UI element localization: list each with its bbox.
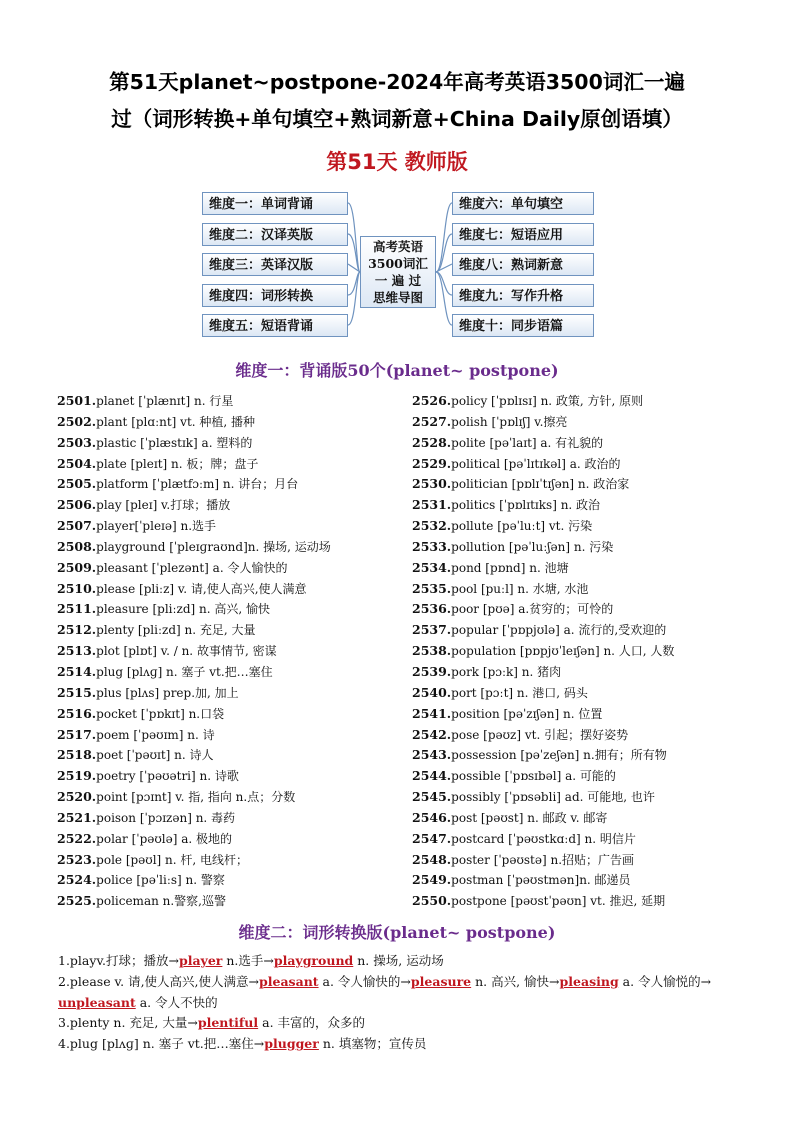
vocab-entry bbox=[412, 870, 752, 891]
entry-text: poison [ˈpɔɪzən] n. 毒药 bbox=[96, 810, 236, 825]
entry-text: pole [pəʊl] n. 杆, 电线杆； bbox=[96, 852, 249, 867]
entry-text: poster [ˈpəʊstə] n.招贴；广告画 bbox=[451, 852, 635, 867]
mind-map-node: 维度四：词形转换 bbox=[202, 284, 348, 307]
vocab-entry bbox=[412, 683, 752, 704]
entry-number: 2519. bbox=[57, 768, 97, 784]
entry-number: 2511. bbox=[57, 601, 97, 617]
center-line: 3500词汇 bbox=[368, 256, 428, 271]
entry-number: 2543. bbox=[412, 747, 452, 763]
title-line-2: 过（词形转换+单句填空+熟词新意+China Daily原创语填） bbox=[111, 107, 683, 131]
mind-map-center bbox=[360, 236, 436, 308]
entry-number: 2520. bbox=[57, 789, 97, 805]
vocab-entry bbox=[412, 495, 752, 516]
entry-number: 2546. bbox=[412, 809, 452, 825]
entry-number: 2512. bbox=[57, 622, 97, 638]
vocab-entry bbox=[57, 787, 397, 808]
vocab-entry bbox=[57, 704, 397, 725]
vocab-entry bbox=[57, 474, 397, 495]
entry-number: 2521. bbox=[57, 809, 97, 825]
entry-text: play [pleɪ] v.打球；播放 bbox=[96, 498, 231, 513]
mind-map-node: 维度七：短语应用 bbox=[452, 223, 594, 246]
entry-number: 2538. bbox=[412, 643, 452, 659]
entry-text: polite [pəˈlaɪt] a. 有礼貌的 bbox=[451, 435, 604, 450]
mind-map-node: 维度三：英译汉版 bbox=[202, 253, 348, 276]
vocab-entry bbox=[57, 599, 397, 620]
entry-text: politics [ˈpɒlɪtɪks] n. 政治 bbox=[451, 498, 601, 513]
transform-line: 1.playv.打球；播放→player n.选手→playground n. 操场, 运动场 bbox=[58, 953, 444, 968]
entry-text: possession [pəˈzeʃən] n.拥有；所有物 bbox=[451, 748, 667, 763]
mind-map-node: 维度一：单词背诵 bbox=[202, 192, 348, 215]
vocab-entry bbox=[57, 850, 397, 871]
vocab-entry bbox=[412, 745, 752, 766]
vocab-entry bbox=[412, 579, 752, 600]
entry-text: pool [puːl] n. 水塘, 水池 bbox=[451, 581, 589, 596]
entry-number: 2524. bbox=[57, 872, 97, 888]
entry-text: pork [pɔːk] n. 猪肉 bbox=[451, 664, 562, 679]
section-2-heading: 维度二：词形转换版(planet~ postpone) bbox=[238, 923, 556, 942]
entry-number: 2516. bbox=[57, 705, 97, 721]
answer-word: pleasant bbox=[259, 973, 319, 989]
transform-line: 3.plenty n. 充足, 大量→plentiful a. 丰富的，众多的 bbox=[58, 1015, 366, 1031]
section-1-heading: 维度一：背诵版50个(planet~ postpone) bbox=[235, 361, 559, 380]
entry-text: player[ˈpleɪə] n.选手 bbox=[96, 519, 217, 534]
vocab-entry bbox=[412, 391, 752, 412]
entry-number: 2542. bbox=[412, 726, 452, 742]
answer-word: plentiful bbox=[197, 1015, 259, 1031]
entry-number: 2531. bbox=[412, 497, 452, 513]
vocab-entry bbox=[412, 558, 752, 579]
vocab-entry bbox=[412, 537, 752, 558]
vocab-entry bbox=[57, 433, 397, 454]
entry-number: 2532. bbox=[412, 518, 452, 534]
entry-text: playground [ˈpleɪɡraʊnd]n. 操场, 运动场 bbox=[96, 539, 331, 554]
entry-text: polar [ˈpəʊlə] a. 极地的 bbox=[96, 831, 233, 846]
entry-text: plastic [ˈplæstɪk] a. 塑料的 bbox=[96, 435, 253, 450]
entry-number: 2533. bbox=[412, 538, 452, 554]
vocab-entry bbox=[412, 433, 752, 454]
vocab-entry bbox=[57, 516, 397, 537]
entry-number: 2547. bbox=[412, 830, 452, 846]
entry-text: pleasant [ˈplezənt] a. 令人愉快的 bbox=[96, 560, 288, 575]
entry-text: pond [pɒnd] n. 池塘 bbox=[451, 560, 569, 575]
entry-text: policy [ˈpɒlɪsɪ] n. 政策, 方针, 原则 bbox=[451, 394, 644, 408]
entry-text: plate [pleɪt] n. 板；牌；盘子 bbox=[96, 456, 259, 471]
vocab-entry bbox=[57, 808, 397, 829]
entry-text: policeman n.警察,巡警 bbox=[96, 894, 226, 909]
answer-word: pleasing bbox=[559, 973, 619, 989]
center-line: 一 遍 过 bbox=[374, 273, 422, 288]
answer-word: playground bbox=[273, 953, 354, 968]
entry-text: pollute [pəˈluːt] vt. 污染 bbox=[451, 519, 593, 534]
entry-number: 2507. bbox=[57, 518, 97, 534]
vocab-entry bbox=[412, 829, 752, 850]
entry-number: 2506. bbox=[57, 497, 97, 513]
entry-number: 2522. bbox=[57, 830, 97, 846]
transform-line: 2.please v. 请,使人高兴,使人满意→pleasant a. 令人愉快的→pleasure n. 高兴, 愉快→pleasing a. 令人愉悦的→ bbox=[58, 973, 712, 989]
entry-number: 2536. bbox=[412, 601, 452, 617]
vocab-entry bbox=[412, 725, 752, 746]
vocab-entry bbox=[412, 891, 752, 912]
entry-number: 2513. bbox=[57, 643, 97, 659]
vocab-entry bbox=[57, 766, 397, 787]
vocab-entry bbox=[57, 412, 397, 433]
vocab-entry bbox=[57, 641, 397, 662]
entry-number: 2529. bbox=[412, 455, 452, 471]
vocab-entry bbox=[412, 808, 752, 829]
vocab-entry bbox=[412, 516, 752, 537]
entry-text: poem [ˈpəʊɪm] n. 诗 bbox=[96, 727, 215, 742]
mind-map-node: 维度五：短语背诵 bbox=[202, 314, 348, 337]
vocab-entry bbox=[412, 850, 752, 871]
entry-text: platform [ˈplætfɔːm] n. 讲台；月台 bbox=[96, 477, 299, 492]
entry-text: postcard [ˈpəʊstkɑːd] n. 明信片 bbox=[451, 831, 636, 846]
entry-text: planet [ˈplænɪt] n. 行星 bbox=[96, 394, 234, 408]
mind-map-node: 维度九：写作升格 bbox=[452, 284, 594, 307]
entry-number: 2548. bbox=[412, 851, 452, 867]
entry-number: 2518. bbox=[57, 747, 97, 763]
answer-word: player bbox=[178, 953, 223, 968]
entry-text: poet [ˈpəʊɪt] n. 诗人 bbox=[96, 748, 214, 763]
entry-text: pleasure [pliːzd] n. 高兴, 愉快 bbox=[96, 602, 271, 617]
entry-number: 2510. bbox=[57, 580, 97, 596]
mind-map-node: 维度十：同步语篇 bbox=[452, 314, 594, 337]
entry-number: 2526. bbox=[412, 393, 452, 408]
mind-map-node: 维度八：熟词新意 bbox=[452, 253, 594, 276]
entry-number: 2544. bbox=[412, 768, 452, 784]
entry-text: pose [pəʊz] vt. 引起；摆好姿势 bbox=[451, 727, 629, 742]
entry-number: 2550. bbox=[412, 893, 452, 909]
entry-number: 2541. bbox=[412, 705, 452, 721]
vocab-entry bbox=[57, 579, 397, 600]
vocab-column-left bbox=[57, 391, 397, 912]
vocab-entry bbox=[57, 745, 397, 766]
entry-text: point [pɔɪnt] v. 指, 指向 n.点；分数 bbox=[96, 790, 296, 805]
transform-line: 4.plug [plʌɡ] n. 塞子 vt.把…塞住→plugger n. 填塞物；宣传员 bbox=[58, 1036, 427, 1052]
document-title bbox=[40, 64, 754, 138]
entry-text: plant [plɑːnt] vt. 种植, 播种 bbox=[96, 414, 256, 429]
entry-text: poor [pʊə] a.贫穷的；可怜的 bbox=[451, 602, 614, 617]
teacher-edition-subtitle: 第51天 教师版 bbox=[326, 150, 468, 174]
vocab-entry bbox=[57, 829, 397, 850]
mind-map-node: 维度二：汉译英版 bbox=[202, 223, 348, 246]
center-line: 高考英语 bbox=[372, 239, 423, 254]
entry-number: 2509. bbox=[57, 559, 97, 575]
vocab-entry bbox=[57, 683, 397, 704]
entry-text: please [pliːz] v. 请,使人高兴,使人满意 bbox=[96, 581, 307, 596]
vocab-entry bbox=[57, 725, 397, 746]
entry-text: plus [plʌs] prep.加, 加上 bbox=[96, 685, 239, 700]
vocab-entry bbox=[57, 391, 397, 412]
entry-number: 2549. bbox=[412, 872, 452, 888]
transform-line: unpleasant a. 令人不快的 bbox=[58, 994, 218, 1010]
entry-text: plug [plʌɡ] n. 塞子 vt.把…塞住 bbox=[96, 664, 273, 679]
word-transformation-list bbox=[58, 951, 748, 1055]
entry-number: 2523. bbox=[57, 851, 97, 867]
entry-text: port [pɔːt] n. 港口, 码头 bbox=[451, 685, 588, 700]
vocab-entry bbox=[57, 870, 397, 891]
vocab-entry bbox=[57, 454, 397, 475]
entry-text: post [pəʊst] n. 邮政 v. 邮寄 bbox=[451, 810, 608, 825]
vocab-entry bbox=[412, 787, 752, 808]
vocab-entry bbox=[412, 454, 752, 475]
entry-number: 2503. bbox=[57, 434, 97, 450]
vocab-entry bbox=[412, 474, 752, 495]
entry-number: 2539. bbox=[412, 663, 452, 679]
entry-text: pollution [pəˈluːʃən] n. 污染 bbox=[451, 539, 614, 554]
entry-number: 2545. bbox=[412, 789, 452, 805]
entry-number: 2505. bbox=[57, 476, 97, 492]
entry-number: 2530. bbox=[412, 476, 452, 492]
entry-number: 2517. bbox=[57, 726, 97, 742]
vocab-entry bbox=[57, 495, 397, 516]
vocab-entry bbox=[412, 662, 752, 683]
entry-number: 2535. bbox=[412, 580, 452, 596]
vocab-entry bbox=[57, 891, 397, 912]
entry-text: population [pɒpjʊˈleɪʃən] n. 人口, 人数 bbox=[451, 644, 675, 659]
answer-word: unpleasant bbox=[58, 994, 136, 1010]
entry-text: poetry [ˈpəʊətri] n. 诗歌 bbox=[96, 769, 239, 784]
entry-number: 2525. bbox=[57, 893, 97, 909]
vocab-entry bbox=[57, 558, 397, 579]
answer-word: pleasure bbox=[410, 973, 472, 989]
vocab-column-right bbox=[412, 391, 752, 912]
mind-map bbox=[200, 188, 600, 340]
entry-text: possible [ˈpɒsɪbəl] a. 可能的 bbox=[451, 769, 616, 784]
vocab-entry bbox=[412, 704, 752, 725]
entry-number: 2504. bbox=[57, 455, 97, 471]
entry-number: 2514. bbox=[57, 663, 97, 679]
entry-number: 2540. bbox=[412, 684, 452, 700]
entry-text: polish [ˈpɒlɪʃ] v.擦亮 bbox=[451, 414, 568, 429]
mind-map-node: 维度六：单句填空 bbox=[452, 192, 594, 215]
entry-text: popular [ˈpɒpjʊlə] a. 流行的,受欢迎的 bbox=[451, 623, 667, 638]
vocab-entry bbox=[412, 599, 752, 620]
entry-number: 2537. bbox=[412, 622, 452, 638]
vocab-entry bbox=[412, 620, 752, 641]
entry-text: possibly [ˈpɒsəbli] ad. 可能地, 也许 bbox=[451, 790, 655, 805]
entry-number: 2528. bbox=[412, 434, 452, 450]
center-line: 思维导图 bbox=[372, 290, 423, 305]
entry-number: 2502. bbox=[57, 413, 97, 429]
entry-text: political [pəˈlɪtɪkəl] a. 政治的 bbox=[451, 456, 621, 471]
entry-text: police [pəˈliːs] n. 警察 bbox=[96, 873, 225, 888]
vocab-entry bbox=[412, 412, 752, 433]
entry-text: plot [plɒt] v. / n. 故事情节, 密谋 bbox=[96, 644, 277, 659]
entry-number: 2534. bbox=[412, 559, 452, 575]
entry-text: postpone [pəʊstˈpəʊn] vt. 推迟, 延期 bbox=[451, 894, 666, 909]
answer-word: plugger bbox=[264, 1036, 319, 1052]
entry-number: 2501. bbox=[57, 393, 97, 408]
vocab-entry bbox=[412, 641, 752, 662]
entry-text: position [pəˈzɪʃən] n. 位置 bbox=[451, 706, 603, 721]
entry-text: pocket [ˈpɒkɪt] n.口袋 bbox=[96, 706, 225, 721]
vocab-entry bbox=[57, 537, 397, 558]
entry-text: plenty [pliːzd] n. 充足, 大量 bbox=[96, 623, 256, 638]
entry-number: 2515. bbox=[57, 684, 97, 700]
entry-text: postman [ˈpəʊstmən]n. 邮递员 bbox=[451, 873, 631, 888]
entry-number: 2527. bbox=[412, 413, 452, 429]
title-line-1: 第51天planet~postpone-2024年高考英语3500词汇一遍 bbox=[109, 70, 685, 94]
entry-text: politician [pɒlɪˈtɪʃən] n. 政治家 bbox=[451, 477, 630, 492]
entry-number: 2508. bbox=[57, 538, 97, 554]
vocab-entry bbox=[412, 766, 752, 787]
vocab-entry bbox=[57, 620, 397, 641]
vocab-entry bbox=[57, 662, 397, 683]
